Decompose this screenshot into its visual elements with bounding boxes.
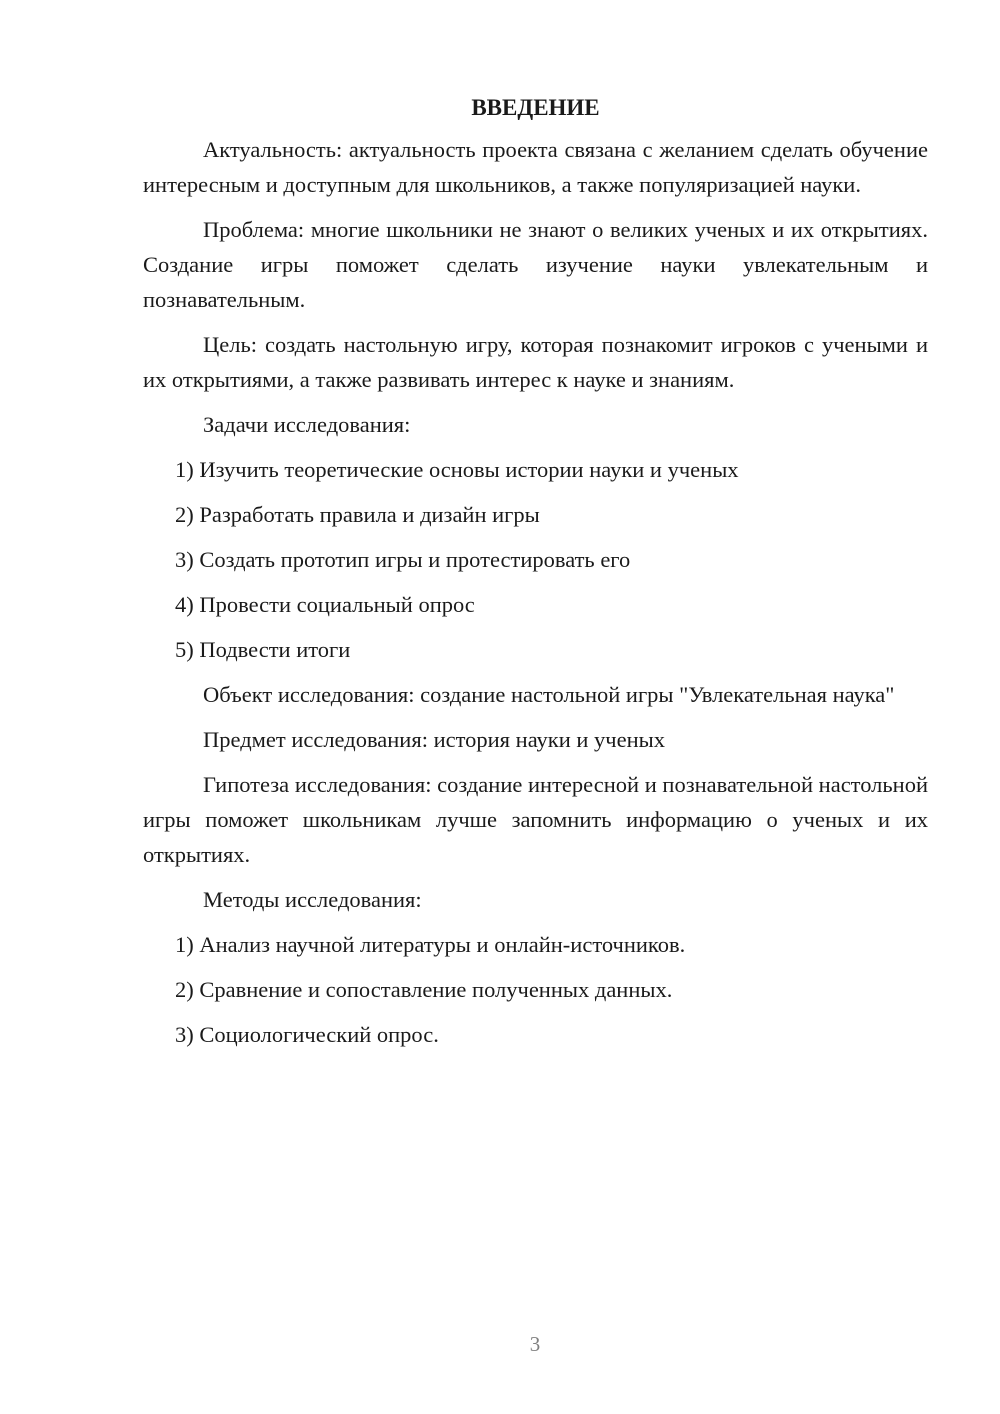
tasks-list (143, 452, 928, 667)
goal-paragraph: Цель: создать настольную игру, которая познакомит игроков с учеными и их открытиями, а также развивать интерес к науке и знаниям. (143, 332, 928, 392)
page-number: 3 (529, 1332, 541, 1356)
list-item: 3) Социологический опрос. (175, 1022, 439, 1047)
list-item: 2) Разработать правила и дизайн игры (175, 502, 540, 527)
methods-title: Методы исследования: (203, 887, 422, 912)
list-item: 1) Изучить теоретические основы истории науки и ученых (175, 457, 739, 482)
tasks-title: Задачи исследования: (203, 412, 411, 437)
list-item: 2) Сравнение и сопоставление полученных данных. (175, 977, 673, 1002)
subject-paragraph: Предмет исследования: история науки и ученых (203, 727, 666, 752)
hypothesis-paragraph: Гипотеза исследования: создание интересной и познавательной настольной игры поможет школьникам лучше запомнить информацию о ученых и их открытиях. (143, 772, 928, 867)
list-item: 3) Создать прототип игры и протестировать его (175, 547, 631, 572)
object-paragraph: Объект исследования: создание настольной игры "Увлекательная наука" (203, 682, 895, 707)
relevance-paragraph: Актуальность: актуальность проекта связана с желанием сделать обучение интересным и доступным для школьников, а также популяризацией науки. (143, 137, 928, 197)
document-page (143, 90, 928, 1062)
methods-list (143, 927, 928, 1052)
list-item: 1) Анализ научной литературы и онлайн-источников. (175, 932, 686, 957)
list-item: 4) Провести социальный опрос (175, 592, 475, 617)
problem-paragraph: Проблема: многие школьники не знают о великих ученых и их открытиях. Создание игры поможет сделать изучение науки увлекательным и познавательным. (143, 217, 928, 312)
page-title: ВВЕДЕНИЕ (471, 95, 600, 120)
list-item: 5) Подвести итоги (175, 637, 351, 662)
